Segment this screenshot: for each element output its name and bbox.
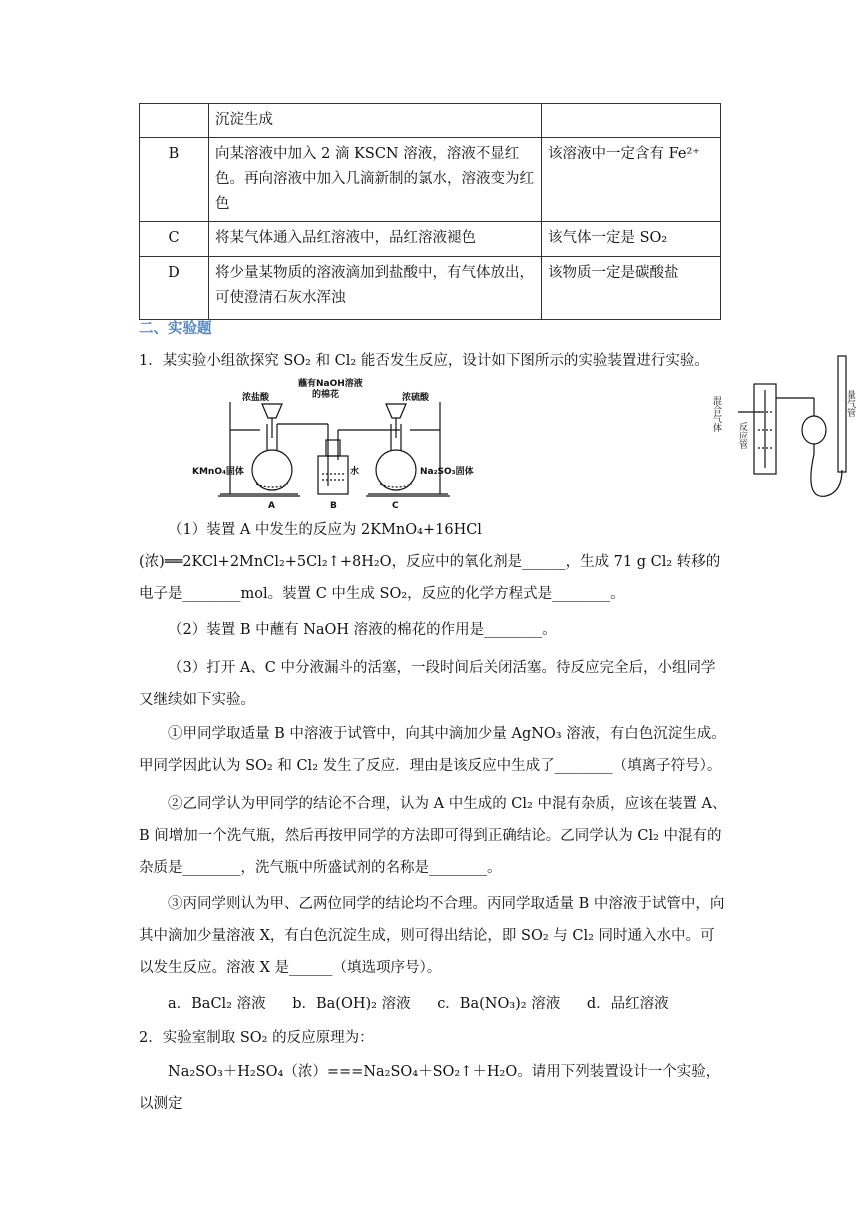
apparatus-figure xyxy=(190,374,490,510)
conclusion-cell: 该溶液中一定含有 Fe²⁺ xyxy=(542,138,721,222)
conclusion-cell xyxy=(542,104,721,138)
choice-a: a．BaCl₂ 溶液 xyxy=(168,996,266,1012)
description-cell: 将某气体通入品红溶液中，品红溶液褪色 xyxy=(209,222,542,257)
question-1-part-1: （1）装置 A 中发生的反应为 2KMnO₄+16HCl (浓)══2KCl+2MnCl₂+5Cl₂↑+8H₂O，反应中的氧化剂是______，生成 71 g Cl₂ 转移的电子是________mol。装置 C 中生成 SO₂，反应的化学方程式是________。 xyxy=(139,522,721,602)
label-conc-h2so4: 浓硫酸 xyxy=(402,393,430,403)
leveling-bulb xyxy=(802,416,826,444)
table-row xyxy=(140,257,721,320)
bottle-b xyxy=(318,456,348,494)
question-1-part-3-3: ③丙同学则认为甲、乙两位同学的结论均不合理。丙同学取适量 B 中溶液于试管中，向其中滴加少量溶液 X，有白色沉淀生成，则可得出结论，即 SO₂ 与 Cl₂ 同时通入水中。可以发生反应。溶液 X 是______（填选项序号）。 xyxy=(139,896,725,976)
label-c: C xyxy=(392,501,399,511)
funnel-a xyxy=(262,404,282,418)
option-cell: C xyxy=(140,222,209,257)
choice-b: b．Ba(OH)₂ 溶液 xyxy=(292,996,411,1012)
rubber-tube xyxy=(811,454,842,496)
table-row xyxy=(140,138,721,222)
description-cell: 沉淀生成 xyxy=(209,104,542,138)
answer-choices xyxy=(139,988,729,1020)
table-row xyxy=(140,104,721,138)
label-na2so3: Na₂SO₃固体 xyxy=(420,467,474,477)
question-1-part-3-1: ①甲同学取适量 B 中溶液于试管中，向其中滴加少量 AgNO₃ 溶液，有白色沉淀生成。甲同学因此认为 SO₂ 和 Cl₂ 发生了反应．理由是该反应中生成了________（填离子符号）。 xyxy=(139,726,726,774)
label-b: B xyxy=(330,501,337,511)
label-gas-burette: 量气管 xyxy=(845,390,855,417)
label-water: 水 xyxy=(350,467,360,477)
section-heading: 二、实验题 xyxy=(139,321,212,337)
funnel-c xyxy=(386,404,406,418)
question-1-part-2: （2）装置 B 中蘸有 NaOH 溶液的棉花的作用是________。 xyxy=(168,622,557,638)
flask-c xyxy=(376,450,416,490)
label-reaction-tube: 反应管 xyxy=(737,422,747,449)
question-1-stem: 1．某实验小组欲探究 SO₂ 和 Cl₂ 能否发生反应，设计如下图所示的实验装置进行实验。 xyxy=(139,353,709,369)
conclusion-cell: 该物质一定是碳酸盐 xyxy=(542,257,721,320)
answer-table xyxy=(139,103,721,320)
description-cell: 将少量某物质的溶液滴加到盐酸中，有气体放出，可使澄清石灰水浑浊 xyxy=(209,257,542,320)
question-1-part-3: （3）打开 A、C 中分液漏斗的活塞，一段时间后关闭活塞。待反应完全后，小组同学又继续如下实验。 xyxy=(139,660,716,708)
conclusion-cell: 该气体一定是 SO₂ xyxy=(542,222,721,257)
flask-a xyxy=(252,450,292,490)
table-row xyxy=(140,222,721,257)
label-kmno4: KMnO₄固体 xyxy=(192,467,244,477)
question-1-part-3-2: ②乙同学认为甲同学的结论不合理，认为 A 中生成的 Cl₂ 中混有杂质，应该在装置 A、B 间增加一个洗气瓶，然后再按甲同学的方法即可得到正确结论。乙同学认为 Cl₂ 中混有的杂质是________，洗气瓶中所盛试剂的名称是________。 xyxy=(139,796,727,876)
choice-c: c．Ba(NO₃)₂ 溶液 xyxy=(437,996,561,1012)
option-cell: D xyxy=(140,257,209,320)
label-a: A xyxy=(268,501,275,511)
question-2-part-1: Na₂SO₃＋H₂SO₄（浓）===Na₂SO₄＋SO₂↑＋H₂O。请用下列装置设计一个实验，以测定 xyxy=(139,1064,721,1112)
gas-measurement-figure xyxy=(711,350,860,502)
label-naoh-cotton: 蘸有NaOH溶液 xyxy=(298,379,363,389)
option-cell xyxy=(140,104,209,138)
choice-d: d．品红溶液 xyxy=(586,996,669,1012)
option-cell: B xyxy=(140,138,209,222)
question-2-stem: 2．实验室制取 SO₂ 的反应原理为： xyxy=(139,1030,374,1046)
description-cell: 向某溶液中加入 2 滴 KSCN 溶液，溶液不显红色。再向溶液中加入几滴新制的氯水，溶液变为红色 xyxy=(209,138,542,222)
label-naoh-cotton-2: 的棉花 xyxy=(312,390,340,400)
label-conc-hcl: 浓盐酸 xyxy=(242,393,270,403)
label-mixed-gas: 混合气体 xyxy=(711,396,721,432)
